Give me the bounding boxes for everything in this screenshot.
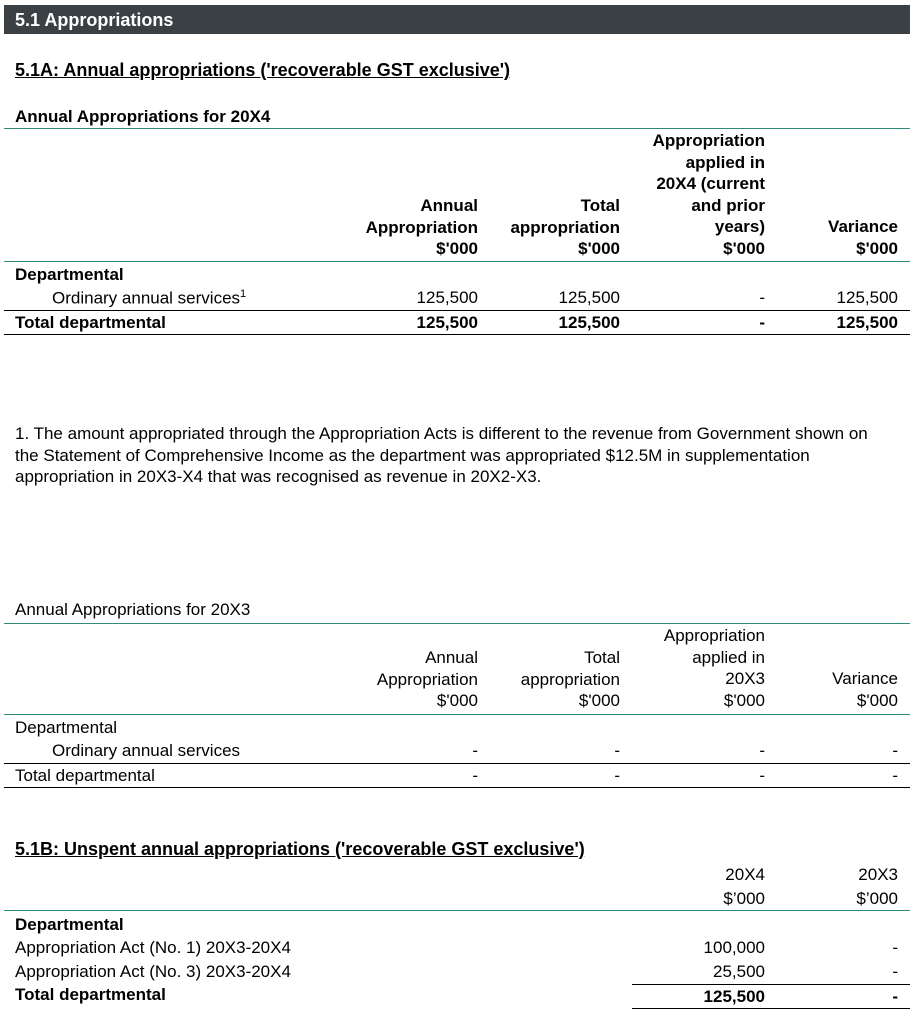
cell-value: - (892, 938, 898, 957)
cell-value: 25,500 (713, 962, 765, 981)
total-value: - (892, 766, 898, 785)
col-header-variance: Variance $'000 (832, 669, 898, 710)
cell-value: - (472, 741, 478, 760)
section-label-departmental: Departmental (15, 265, 124, 284)
banner-title: 5.1 Appropriations (15, 10, 174, 30)
total-top-rule (4, 763, 910, 764)
footnote-text: 1. The amount appropriated through the Appropriation Acts is different to the revenue from Government shown on the Statement of Comprehensive Income as the department was appropriated $12.5M in supplementation appropriation in 20X3-X4 that was recognised as revenue in 20X2-X3. (15, 424, 868, 486)
col-header-20x3: 20X3 $’000 (856, 865, 898, 908)
row-label-ordinary-annual-services: Ordinary annual services (52, 741, 241, 760)
section-label-departmental: Departmental (15, 718, 118, 737)
footnote-marker: 1 (240, 288, 247, 300)
total-value: 125,500 (416, 313, 478, 332)
total-top-rule (632, 984, 910, 985)
table-top-rule (4, 128, 910, 129)
col-header-appropriation-applied: Appropriation applied in 20X4 (current and prior years) $'000 (652, 131, 765, 258)
col-header-annual-appropriation: Annual Appropriation $'000 (376, 648, 478, 710)
total-top-rule (4, 310, 910, 311)
col-header-variance: Variance $'000 (828, 217, 898, 258)
col-header-20x4: 20X4 $’000 (723, 865, 765, 908)
cell-value: 125,500 (558, 288, 620, 307)
total-value: - (892, 987, 898, 1006)
cell-value: - (759, 741, 765, 760)
cell-value: - (892, 741, 898, 760)
cell-value: 125,500 (416, 288, 478, 307)
row-label-ordinary-annual-services: Ordinary annual services$^1$ (52, 288, 247, 308)
total-bottom-rule (4, 334, 910, 335)
row-label-total-departmental: Total departmental (15, 985, 166, 1004)
section-banner (4, 5, 910, 34)
total-value: 125,500 (836, 313, 898, 332)
row-label-appropriation-act-1: Appropriation Act (No. 1) 20X3-20X4 (15, 938, 291, 957)
header-rule (4, 714, 910, 715)
cell-value: 125,500 (836, 288, 898, 307)
total-value: - (472, 766, 478, 785)
col-header-total-appropriation: Total appropriation $'000 (520, 648, 620, 710)
header-rule (4, 261, 910, 262)
note-heading-5-1b: 5.1B: Unspent annual appropriations ('recoverable GST exclusive') (15, 839, 585, 859)
cell-value: 100,000 (703, 938, 765, 957)
total-value: 125,500 (703, 987, 765, 1006)
table-title-20x3: Annual Appropriations for 20X3 (15, 600, 251, 619)
col-header-total-appropriation: Total appropriation $'000 (510, 196, 620, 258)
col-header-appropriation-applied: Appropriation applied in 20X3 $'000 (663, 626, 765, 710)
col-header-annual-appropriation: Annual Appropriation $'000 (365, 196, 478, 258)
row-label-total-departmental: Total departmental (15, 766, 155, 785)
total-bottom-rule (632, 1008, 910, 1009)
table-title-20x4: Annual Appropriations for 20X4 (15, 107, 271, 126)
row-label-total-departmental: Total departmental (15, 313, 166, 332)
header-rule (4, 910, 910, 911)
total-value: - (759, 766, 765, 785)
note-heading-5-1a: 5.1A: Annual appropriations ('recoverable GST exclusive') (15, 60, 511, 80)
total-bottom-rule (4, 787, 910, 788)
section-label-departmental: Departmental (15, 915, 124, 934)
cell-value: - (759, 288, 765, 307)
total-value: - (759, 313, 765, 332)
cell-value: - (892, 962, 898, 981)
table-top-rule (4, 623, 910, 624)
cell-value: - (614, 741, 620, 760)
row-label-appropriation-act-3: Appropriation Act (No. 3) 20X3-20X4 (15, 962, 291, 981)
total-value: 125,500 (558, 313, 620, 332)
total-value: - (614, 766, 620, 785)
